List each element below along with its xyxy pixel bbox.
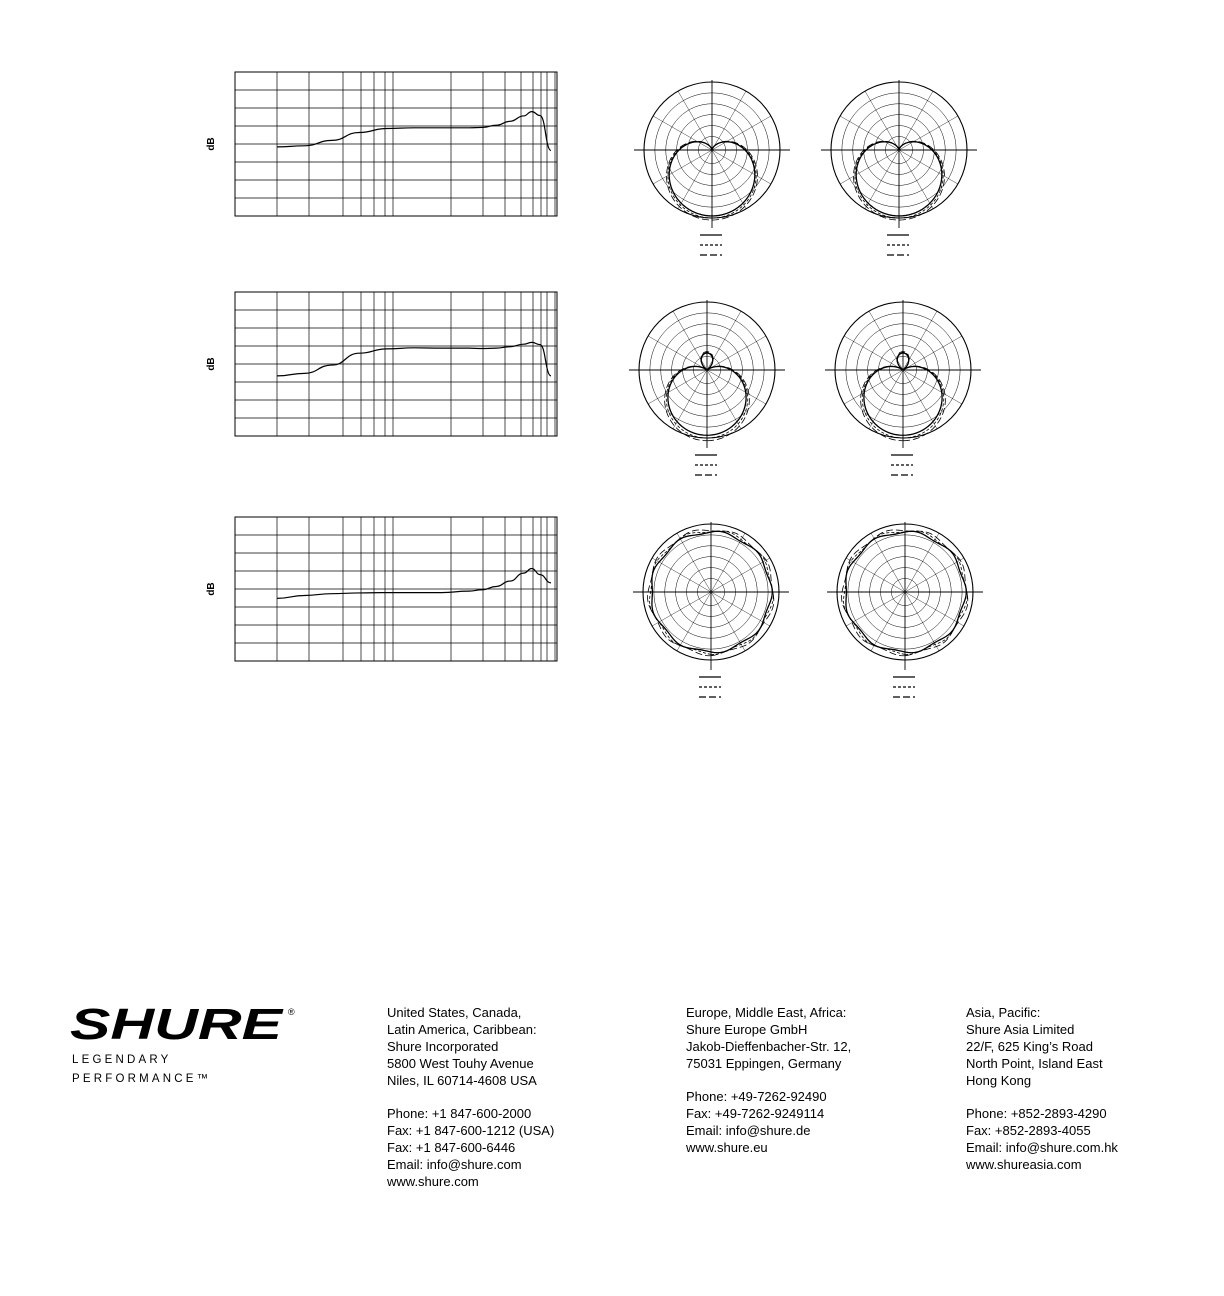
address-line: Jakob-Dieffenbacher-Str. 12, — [686, 1039, 852, 1054]
polar-spoke — [652, 592, 711, 626]
polar-spoke — [712, 150, 746, 209]
polar-spoke — [677, 592, 711, 651]
registered-mark: ® — [288, 1007, 295, 1017]
address-line: Niles, IL 60714-4608 USA — [387, 1073, 537, 1088]
polar-spoke — [905, 592, 939, 651]
contact-emea — [686, 1004, 851, 1156]
email-line: Email: info@shure.com.hk — [966, 1140, 1118, 1155]
polar-chart-5 — [629, 522, 793, 707]
polar-spoke — [903, 370, 962, 404]
address-line: 5800 West Touhy Avenue — [387, 1056, 534, 1071]
address-line: North Point, Island East — [966, 1056, 1103, 1071]
polar-spoke — [899, 150, 933, 209]
email-line: Email: info@shure.com — [387, 1157, 522, 1172]
polar-spoke — [707, 370, 766, 404]
polar-spoke — [903, 336, 962, 370]
contact-asia — [966, 1004, 1118, 1173]
polar-spoke — [846, 558, 905, 592]
fax-line: Fax: +49-7262-9249114 — [686, 1106, 825, 1121]
polar-spoke — [905, 558, 964, 592]
phone-line: Phone: +49-7262-92490 — [686, 1089, 827, 1104]
polar-spoke — [707, 370, 741, 429]
address-line: Shure Asia Limited — [966, 1022, 1075, 1037]
polar-spoke — [840, 150, 899, 184]
polar-spoke — [707, 336, 766, 370]
y-axis-label: dB — [206, 137, 217, 151]
fax-line: Fax: +1 847-600-6446 — [387, 1140, 516, 1155]
polar-spoke — [871, 533, 905, 592]
frequency-chart-3 — [200, 515, 560, 665]
email-line: Email: info@shure.de — [686, 1123, 811, 1138]
polar-spoke — [712, 150, 771, 184]
frequency-chart-2 — [200, 290, 560, 440]
polar-spoke — [677, 533, 711, 592]
website-line: www.shure.eu — [686, 1140, 768, 1155]
polar-spoke — [871, 592, 905, 651]
phone-line: Phone: +852-2893-4290 — [966, 1106, 1107, 1121]
response-curve — [277, 342, 551, 375]
polar-spoke — [712, 91, 746, 150]
polar-spoke — [905, 592, 964, 626]
response-curve — [277, 568, 551, 598]
polar-spoke — [903, 370, 937, 429]
polar-spoke — [899, 150, 958, 184]
address-line: Europe, Middle East, Africa: — [686, 1005, 847, 1020]
website-line: www.shure.com — [387, 1174, 479, 1189]
polar-spoke — [869, 370, 903, 429]
polar-chart-4 — [821, 300, 985, 485]
polar-spoke — [711, 592, 745, 651]
y-axis-label: dB — [206, 357, 217, 371]
address-line: United States, Canada, — [387, 1005, 522, 1020]
polar-spoke — [653, 150, 712, 184]
address-line: Latin America, Caribbean: — [387, 1022, 537, 1037]
polar-spoke — [712, 116, 771, 150]
address-line: 22/F, 625 King’s Road — [966, 1039, 1093, 1054]
polar-spoke — [711, 592, 770, 626]
website-line: www.shureasia.com — [966, 1157, 1082, 1172]
fax-line: Fax: +1 847-600-1212 (USA) — [387, 1123, 555, 1138]
polar-spoke — [899, 116, 958, 150]
contact-americas — [387, 1004, 554, 1190]
polar-spoke — [652, 558, 711, 592]
polar-spoke — [711, 533, 745, 592]
polar-spoke — [844, 370, 903, 404]
tagline-legendary: LEGENDARY — [72, 1054, 172, 1066]
y-axis-label: dB — [206, 582, 217, 596]
polar-spoke — [678, 150, 712, 209]
address-line: Hong Kong — [966, 1073, 1032, 1088]
polar-spoke — [653, 116, 712, 150]
polar-spoke — [899, 91, 933, 150]
polar-spoke — [840, 116, 899, 150]
polar-chart-6 — [823, 522, 987, 707]
address-line: 75031 Eppingen, Germany — [686, 1056, 842, 1071]
polar-spoke — [648, 370, 707, 404]
polar-spoke — [865, 150, 899, 209]
polar-chart-3 — [625, 300, 789, 485]
polar-spoke — [673, 370, 707, 429]
phone-line: Phone: +1 847-600-2000 — [387, 1106, 532, 1121]
address-line: Shure Incorporated — [387, 1039, 499, 1054]
tagline-performance: PERFORMANCE™ — [72, 1073, 212, 1085]
polar-spoke — [905, 533, 939, 592]
polar-chart-1 — [630, 80, 794, 265]
logo-wordmark: SHURE — [70, 1003, 285, 1043]
polar-spoke — [711, 558, 770, 592]
polar-spoke — [648, 336, 707, 370]
frequency-chart-1 — [200, 70, 560, 220]
polar-spoke — [844, 336, 903, 370]
address-line: Asia, Pacific: — [966, 1005, 1041, 1020]
polar-spoke — [846, 592, 905, 626]
polar-chart-2 — [817, 80, 981, 265]
fax-line: Fax: +852-2893-4055 — [966, 1123, 1091, 1138]
response-curve — [277, 112, 551, 151]
address-line: Shure Europe GmbH — [686, 1022, 808, 1037]
